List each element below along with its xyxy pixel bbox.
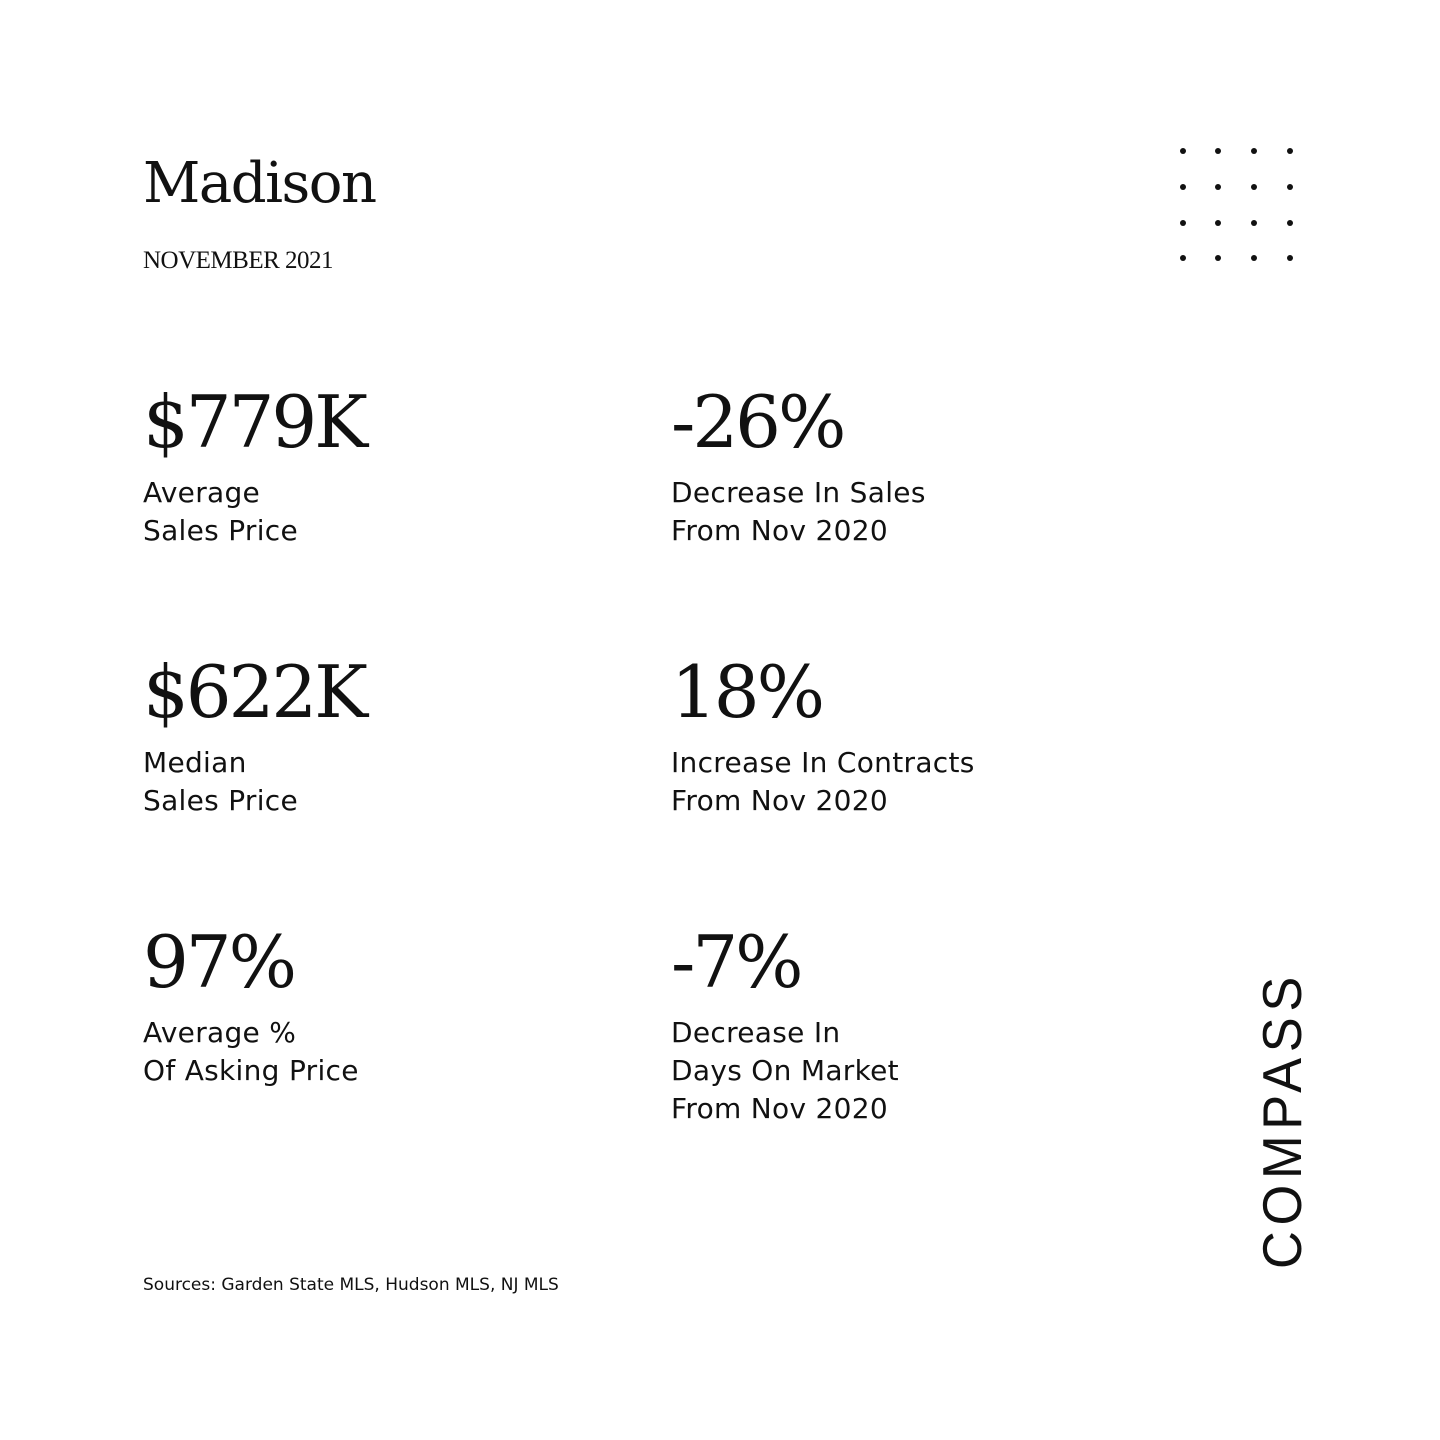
stat-value: $622K: [143, 650, 366, 734]
stat-label-line: Decrease In: [671, 1016, 841, 1049]
stat-value: $779K: [143, 380, 366, 464]
stat-label: [671, 744, 975, 820]
stat-label-line: From Nov 2020: [671, 1092, 888, 1125]
stat-value: 97%: [143, 920, 295, 1004]
stat-label-line: Days On Market: [671, 1054, 899, 1087]
stat-label: [143, 1014, 359, 1090]
stat-label: [671, 1014, 899, 1128]
stat-label-line: From Nov 2020: [671, 784, 888, 817]
stat-decrease-in-sales: [671, 380, 926, 550]
page-title: Madison: [143, 151, 376, 216]
stat-value: 18%: [671, 650, 823, 734]
stat-label: [671, 474, 926, 550]
stat-value: -7%: [671, 920, 801, 1004]
compass-logo-text: COMPASS: [1251, 956, 1313, 1269]
dot-grid-decoration: [1170, 140, 1300, 270]
stat-value: -26%: [671, 380, 844, 464]
stat-label-line: Of Asking Price: [143, 1054, 359, 1087]
compass-logo: [1251, 956, 1313, 1269]
stat-average-percent-of-asking: [143, 920, 359, 1090]
stat-label-line: Increase In Contracts: [671, 746, 975, 779]
stat-median-sales-price: [143, 650, 365, 820]
stat-label-line: Median: [143, 746, 247, 779]
stat-label: [143, 744, 365, 820]
stat-label-line: Average: [143, 476, 261, 509]
stat-label: [143, 474, 365, 550]
report-month: NOVEMBER 2021: [143, 247, 334, 274]
stat-label-line: Decrease In Sales: [671, 476, 926, 509]
stat-increase-in-contracts: [671, 650, 975, 820]
stat-average-sales-price: [143, 380, 365, 550]
stat-label-line: Average %: [143, 1016, 297, 1049]
stat-decrease-in-days-on-market: [671, 920, 899, 1128]
stat-label-line: Sales Price: [143, 514, 299, 547]
stat-label-line: Sales Price: [143, 784, 299, 817]
sources-note: Sources: Garden State MLS, Hudson MLS, NJ MLS: [143, 1275, 559, 1295]
stat-label-line: From Nov 2020: [671, 514, 888, 547]
